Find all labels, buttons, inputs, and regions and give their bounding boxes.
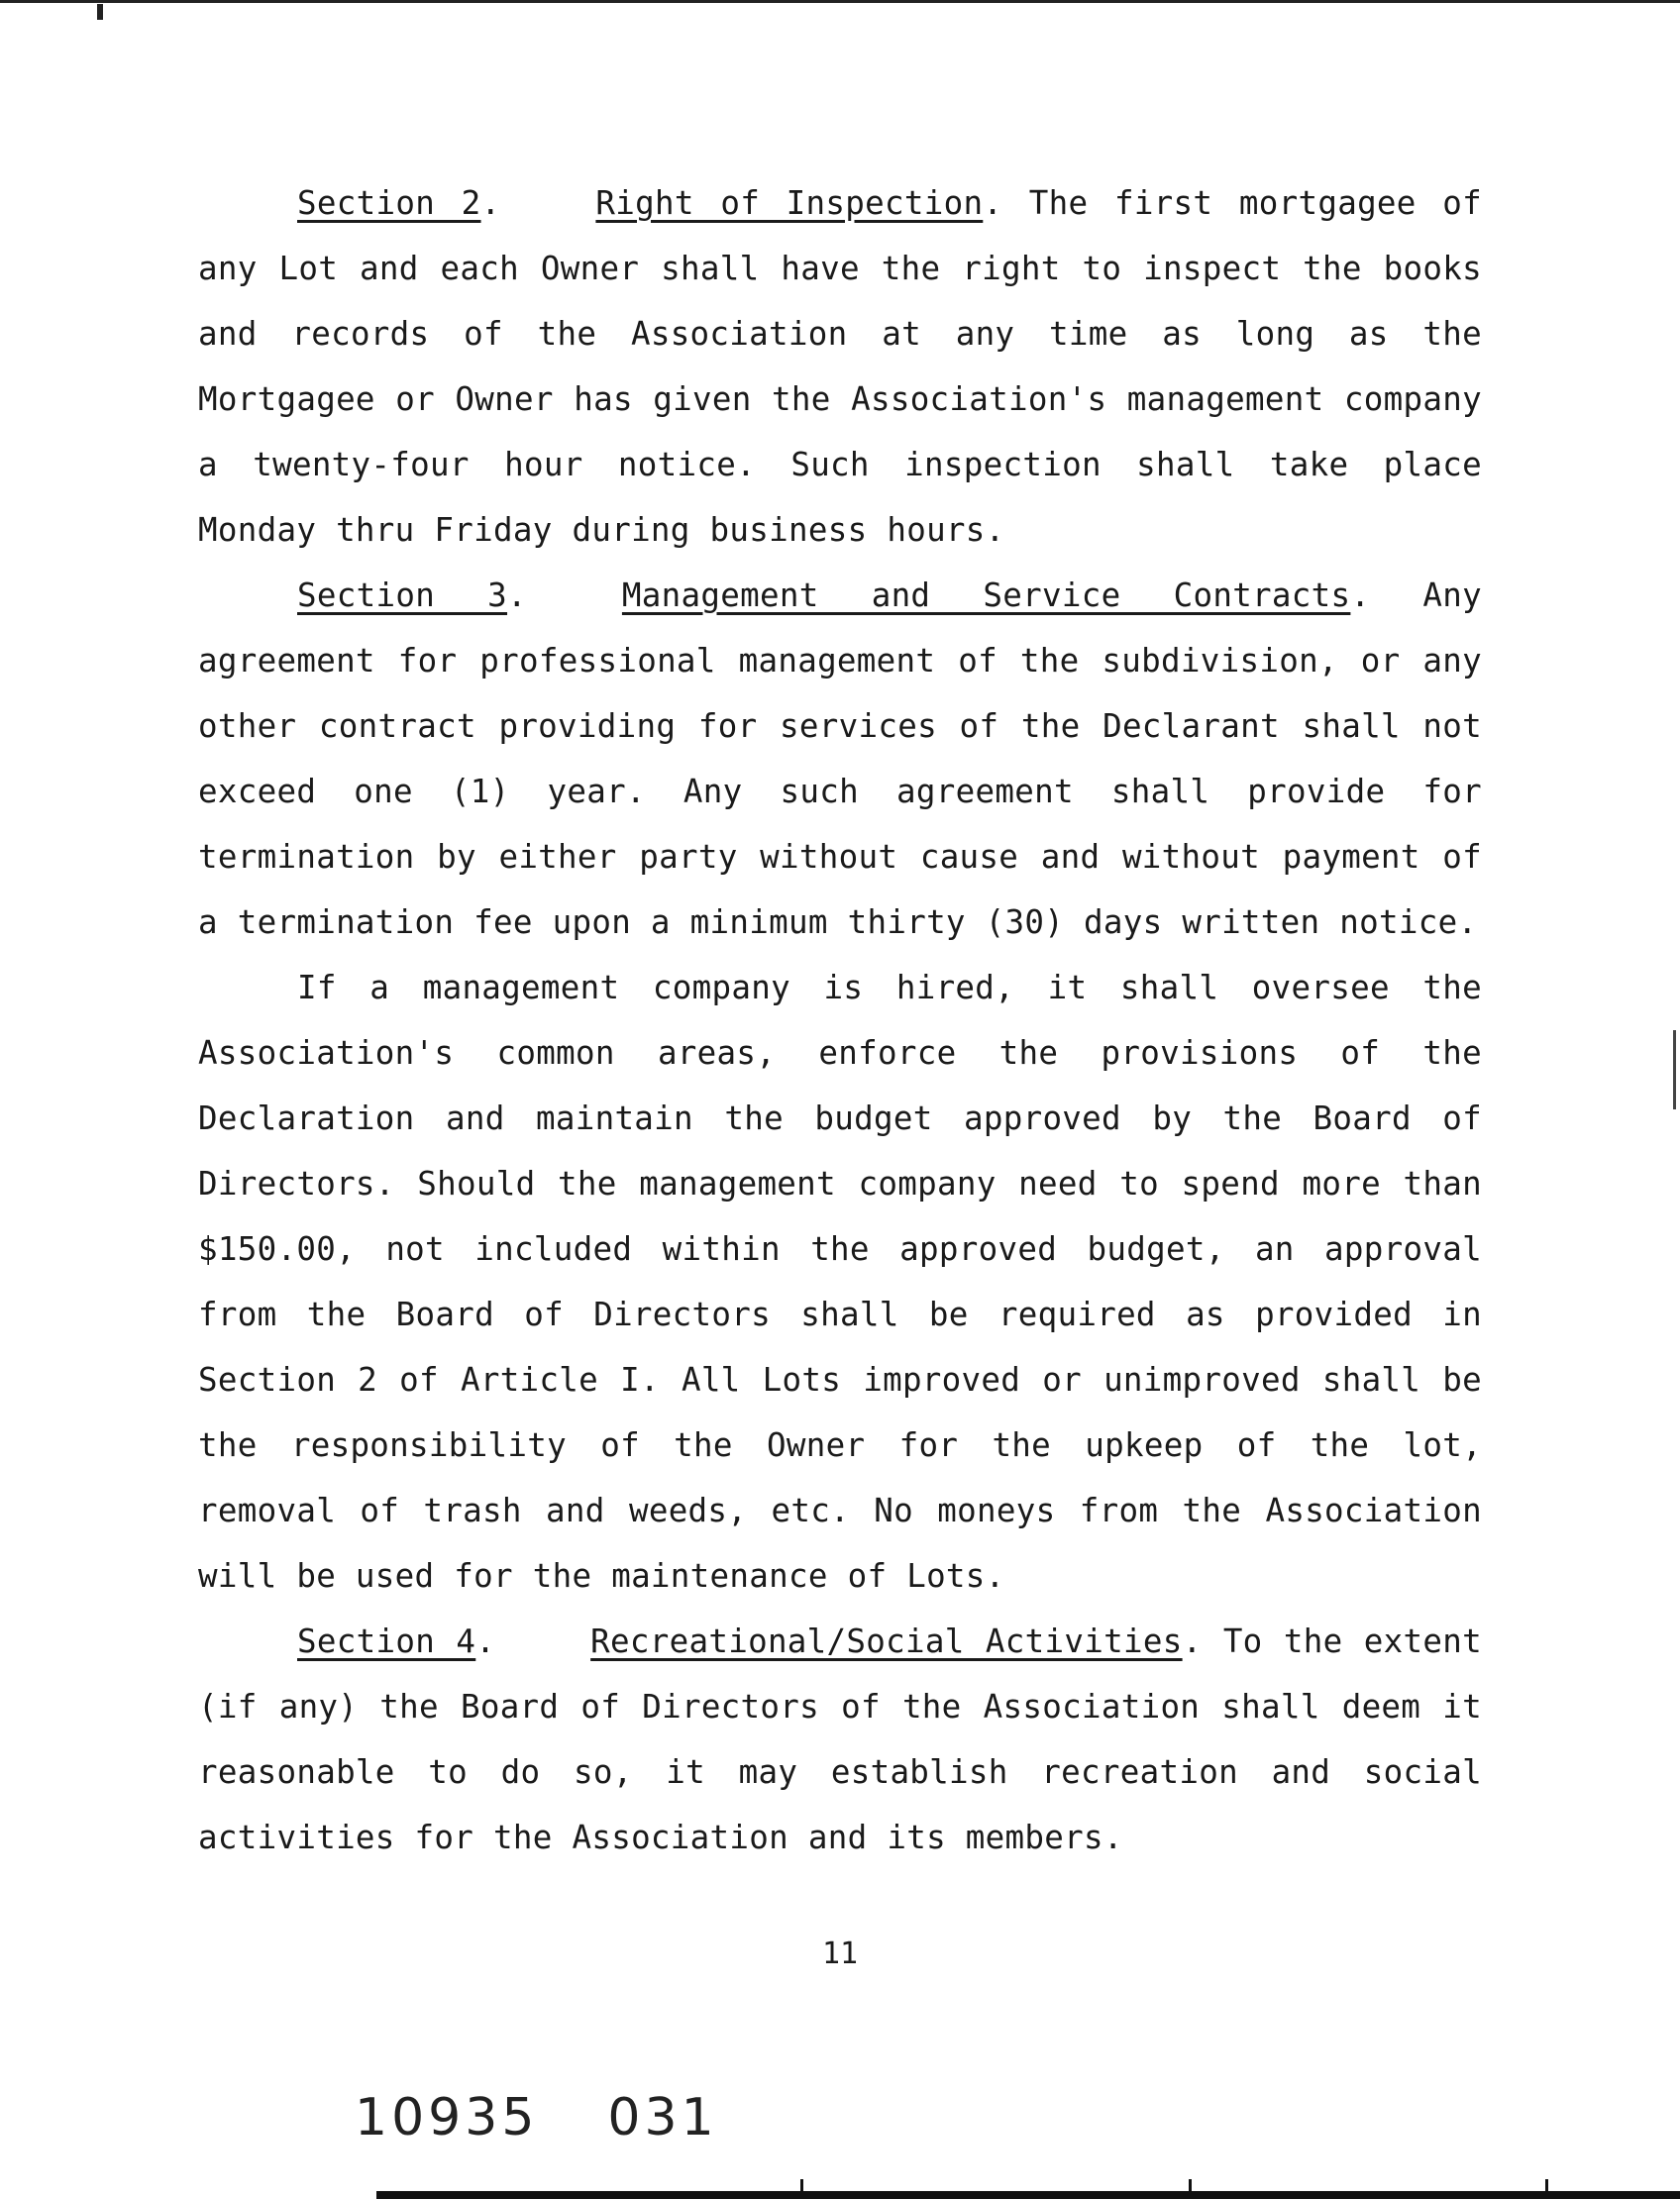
section-2-paragraph: Section 2. Right of Inspection. The first mortgagee of any Lot and each Owner shall have the right to inspect the books and records of the Association at any time as long as the Mortgagee or Owner has given the Association's management company a twenty-four hour notice. Such inspection shall take place Monday thru Friday during business hours. [198, 184, 1482, 549]
section-4-body: To the extent (if any) the Board of Directors of the Association shall deem it reasonable to do so, it may establish recreation and social activities for the Association and its members. [198, 1623, 1482, 1856]
edge-scan-mark [1673, 1030, 1676, 1109]
section-4-paragraph: Section 4. Recreational/Social Activities. To the extent (if any) the Board of Directors of the Association shall deem it reasonable to do so, it may establish recreation and social activities for the Association and its members. [198, 1623, 1482, 1856]
corner-scan-mark [97, 4, 103, 20]
section-3-body: Any agreement for professional management of the subdivision, or any other contract providing for services of the Declarant shall not exceed one (1) year. Any such agreement shall provide for termination by either party without cause and without payment of a termination fee upon a minimum thirty (30) days written notice. [198, 576, 1482, 941]
page-border-top [0, 0, 1680, 3]
doc-number-part-a: 10935 [355, 2088, 539, 2147]
page-number: 11 [821, 1937, 859, 1971]
section-3-body-2: If a management company is hired, it shall oversee the Association's common areas, enforce the provisions of the Declaration and maintain the budget approved by the Board of Directors. Should the management company need to spend more than $150.00, not included within the approved budget, an approval from the Board of Directors shall be required as provided in Section 2 of Article I. All Lots improved or unimproved shall be the responsibility of the Owner for the upkeep of the lot, removal of trash and weeds, etc. No moneys from the Association will be used for the maintenance of Lots. [198, 969, 1482, 1595]
section-3-label: Section 3 [297, 576, 508, 614]
bottom-tick-1 [800, 2179, 803, 2199]
bottom-tick-3 [1545, 2179, 1548, 2199]
document-stamp-number [355, 2088, 718, 2147]
section-3-paragraph-2 [198, 955, 1482, 1609]
section-2-body: The first mortgagee of any Lot and each Owner shall have the right to inspect the books and records of the Association at any time as long as the Mortgagee or Owner has given the Association's management company a twenty-four hour notice. Such inspection shall take place Monday thru Friday during business hours. [198, 184, 1482, 549]
doc-number-part-b: 031 [607, 2088, 718, 2147]
section-4-label: Section 4 [297, 1623, 476, 1660]
document-body [198, 170, 1482, 1870]
page-border-bottom [376, 2191, 1680, 2199]
bottom-tick-2 [1189, 2179, 1192, 2199]
section-3-paragraph: Section 3. Management and Service Contracts. Any agreement for professional management of the subdivision, or any other contract providing for services of the Declarant shall not exceed one (1) year. Any such agreement shall provide for termination by either party without cause and without payment of a termination fee upon a minimum thirty (30) days written notice. [198, 576, 1482, 941]
section-2-title: Right of Inspection [595, 184, 984, 222]
section-3-title: Management and Service Contracts [621, 576, 1351, 614]
section-2-label: Section 2 [297, 184, 481, 222]
section-4-title: Recreational/Social Activities [590, 1623, 1183, 1660]
